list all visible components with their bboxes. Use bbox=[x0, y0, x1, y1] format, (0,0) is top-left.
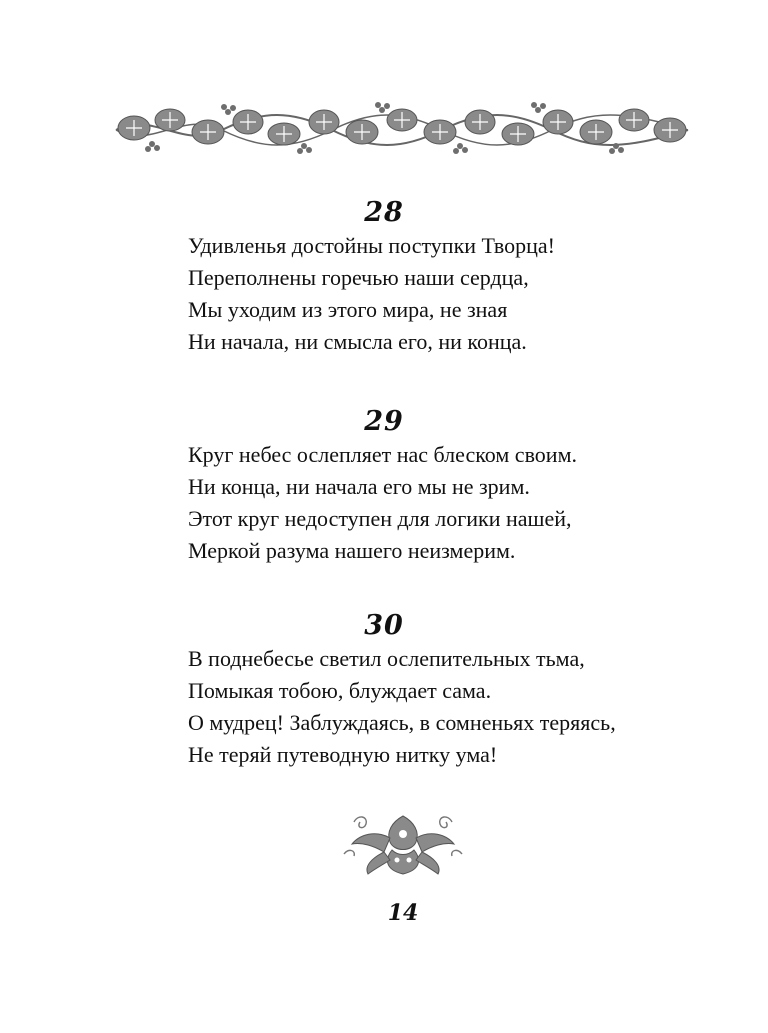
poem-30 bbox=[188, 609, 648, 771]
poem-number: 30 bbox=[364, 610, 404, 641]
poem-line: В поднебесье светил ослепительных тьма, bbox=[188, 646, 585, 671]
grapevine-border-icon bbox=[112, 100, 692, 160]
poem-line: О мудрец! Заблуждаясь, в сомненьях теряясь, bbox=[188, 710, 616, 735]
poem-number: 28 bbox=[364, 197, 404, 228]
page-number: 14 bbox=[387, 900, 419, 926]
poem-line: Круг небес ослепляет нас блеском своим. bbox=[188, 442, 578, 467]
poem-line: Удивленья достойны поступки Творца! bbox=[188, 233, 555, 258]
poem-28 bbox=[188, 196, 648, 358]
poem-line: Этот круг недоступен для логики нашей, bbox=[188, 506, 572, 531]
poem-number: 29 bbox=[364, 406, 404, 437]
poem-line: Переполнены горечью наши сердца, bbox=[188, 265, 529, 290]
poem-line: Не теряй путеводную нитку ума! bbox=[188, 742, 498, 767]
poem-line: Ни начала, ни смысла его, ни конца. bbox=[188, 329, 527, 354]
floral-vignette-icon bbox=[340, 808, 466, 878]
poem-line: Мы уходим из этого мира, не зная bbox=[188, 297, 508, 322]
poem-line: Меркой разума нашего неизмерим. bbox=[188, 538, 516, 563]
poem-29 bbox=[188, 405, 648, 567]
poem-line: Помыкая тобою, блуждает сама. bbox=[188, 678, 492, 703]
poem-line: Ни конца, ни начала его мы не зрим. bbox=[188, 474, 530, 499]
